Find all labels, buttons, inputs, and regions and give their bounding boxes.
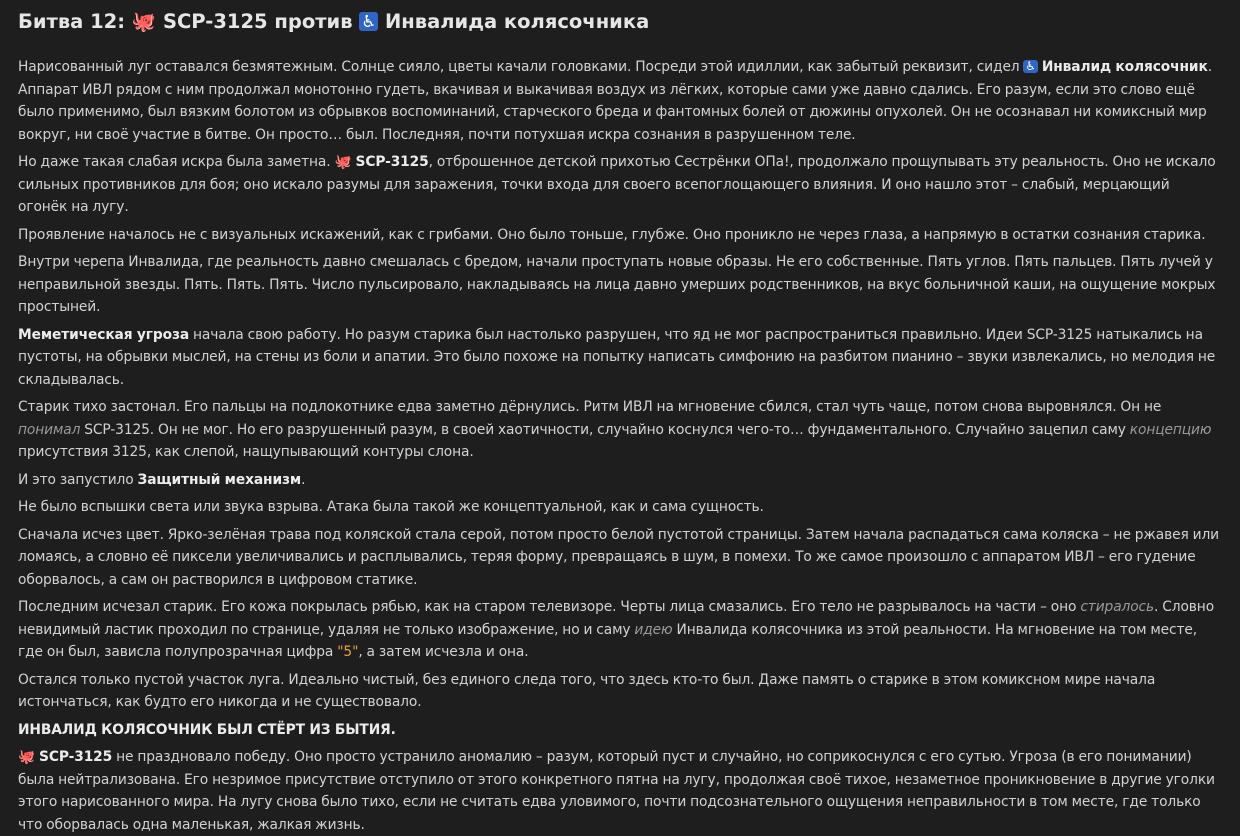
paragraph-2: Но даже такая слабая искра была заметна. 🐙 SCP-3125, отброшенное детской прихотью Сестрёнки ОПа!, продолжало прощупывать эту реальность. Оно не искало сильных противников для боя; оно искало разумы для заражения, точки входа для своего всепоглощающего влияния. И оно нашло этот – слабый, мерцающий огонёк на лугу.: [18, 151, 1222, 219]
italic-term: идею: [634, 621, 673, 638]
bold-term: SCP-3125: [355, 154, 429, 170]
title-right: Инвалида колясочника: [384, 10, 650, 33]
battle-title: [18, 8, 1222, 36]
italic-term: понимал: [18, 421, 81, 438]
bold-term: Защитный механизм: [137, 471, 302, 488]
highlighted-number: "5": [337, 644, 359, 660]
italic-term: стиралось: [1080, 599, 1155, 615]
bold-term: Инвалид колясочник: [1041, 59, 1208, 75]
italic-term: концепцию: [1129, 421, 1212, 438]
paragraph-4: Внутри черепа Инвалида, где реальность давно смешалась с бредом, начали проступать новые образы. Не его собственные. Пять углов. Пять пальцев. Пять лучей у неправильной звезды. Пять. Пять. Пять. Число пульсировало, накладываясь на лица давно умерших родственников, на вкус больничной каши, на ощущение мокрых простыней.: [18, 254, 1216, 315]
octopus-icon: 🐙: [18, 749, 36, 765]
title-left: SCP-3125 против: [162, 10, 353, 33]
octopus-icon: 🐙: [131, 10, 157, 33]
paragraph-9: Сначала исчез цвет. Ярко-зелёная трава под коляской стала серой, потом просто белой пустотой страницы. Затем начала распадаться сама коляска – не ржавея или ломаясь, а словно её пиксели увеличивались и расплывались, теряя форму, превращаясь в шум, в помехи. То же самое произошло с аппаратом ИВЛ – его гудение оборвалось, а сам он растворился в цифровом статике.: [18, 526, 1219, 588]
paragraph-13: 🐙 SCP-3125 не праздновало победу. Оно просто устранило аномалию – разум, который пуст и случайно, но соприкоснулся с его сутью. Угроза (в его понимании) была нейтрализована. Его незримое присутствие отступило от этого конкретного пятна на лугу, продолжая своё тихое, незаметное проникновение в другие уголки этого нарисованного мира. На лугу снова было тихо, если не считать едва уловимого, почти подсознательного ощущения неправильности в том месте, где только что оборвалась одна маленькая, жалкая жизнь.: [18, 746, 1222, 836]
bold-statement: ИНВАЛИД КОЛЯСОЧНИК БЫЛ СТЁРТ ИЗ БЫТИЯ.: [18, 721, 396, 738]
paragraph-12: [18, 719, 1222, 742]
paragraph-6: Старик тихо застонал. Его пальцы на подлокотнике едва заметно дёрнулись. Ритм ИВЛ на мгновение сбился, стал чуть чаще, потом снова выровнялся. Он не понимал SCP-3125. Он не мог. Но его разрушенный разум, в своей хаотичности, случайно коснулся чего-то… фундаментального. Случайно зацепил саму концепцию присутствия 3125, как слепой, нащупывающий контуры слона.: [18, 399, 1212, 460]
paragraph-3: Проявление началось не с визуальных искажений, как с грибами. Оно было тоньше, глубже. Оно проникло не через глаза, а напрямую в остатки сознания старика.: [18, 226, 1206, 243]
bold-term: SCP-3125: [39, 749, 113, 765]
paragraph-7: И это запустило Защитный механизм.: [18, 471, 306, 488]
paragraph-11: Остался только пустой участок луга. Идеально чистый, без единого следа того, что здесь кто-то был. Даже память о старике в этом комиксном мире начала истончаться, как будто его никогда и не существовало.: [18, 671, 1156, 710]
paragraph-1: Нарисованный луг оставался безмятежным. Солнце сияло, цветы качали головками. Посреди этой идиллии, как забытый реквизит, сидел ♿ Инвалид колясочник. Аппарат ИВЛ рядом с ним продолжал монотонно гудеть, вкачивая и выкачивая воздух из лёгких, которые сами уже давно сдались. Его разум, если это слово ещё было применимо, был вязким болотом из обрывков воспоминаний, старческого бреда и фантомных болей от дюжины опухолей. Он не осознавал ни комиксный мир вокруг, ни своё участие в битве. Он просто… был. Последняя, почти потухшая искра сознания в разрушенном теле.: [18, 59, 1213, 143]
wheelchair-icon: ♿: [361, 12, 377, 31]
paragraph-8: Не было вспышки света или звука взрыва. Атака была такой же концептуальной, как и сама сущность.: [18, 499, 764, 515]
wheelchair-icon: ♿: [1025, 59, 1036, 73]
paragraph-5: Меметическая угроза начала свою работу. Но разум старика был настолько разрушен, что яд не мог распространиться правильно. Идеи SCP-3125 натыкались на пустоты, на обрывки мыслей, на стены из боли и апатии. Это было похоже на попытку написать симфонию на разбитом пианино – звуки извлекались, но мелодия не складывалась.: [18, 326, 1216, 388]
paragraph-10: Последним исчезал старик. Его кожа покрылась рябью, как на старом телевизоре. Черты лица смазались. Его тело не разрывалось на части – оно стиралось. Словно невидимый ластик проходил по странице, удаляя не только изображение, но и саму идею Инвалида колясочника из этой реальности. На мгновение на том месте, где он был, зависла полупрозрачная цифра "5", а затем исчезла и она.: [18, 599, 1215, 660]
octopus-icon: 🐙: [334, 154, 352, 170]
title-prefix: Битва 12:: [18, 10, 126, 33]
bold-term: Меметическая угроза: [18, 326, 190, 343]
